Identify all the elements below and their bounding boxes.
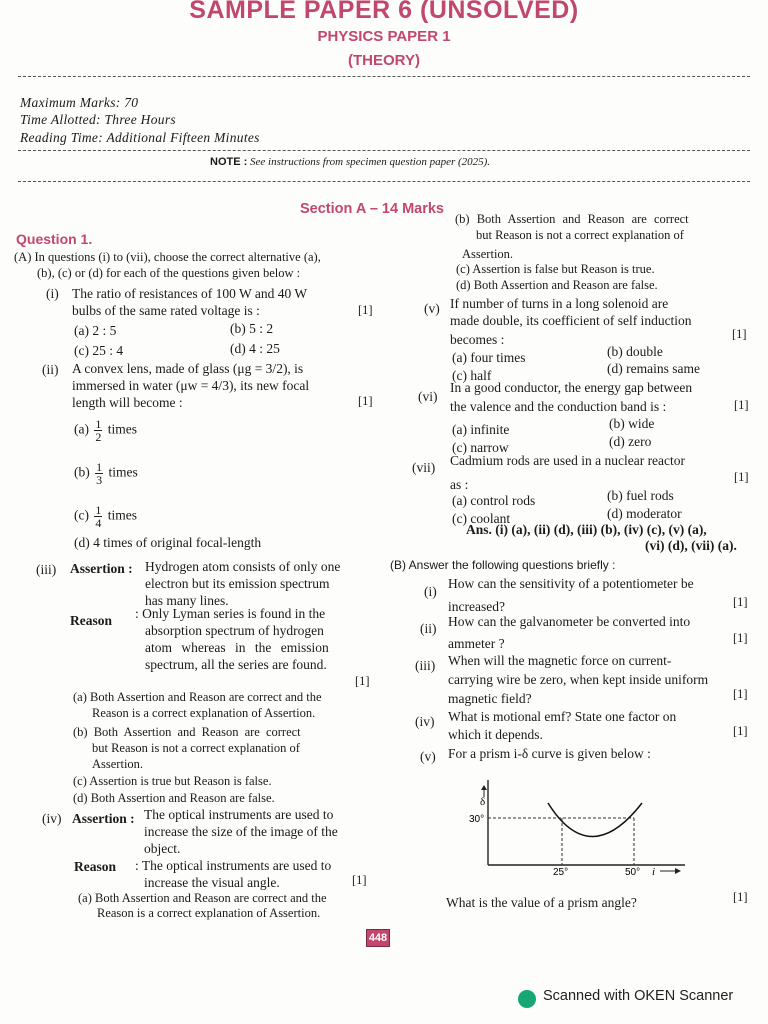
q4-reason-line1: : The optical instruments are used to — [135, 858, 332, 873]
q3-assertion-label: Assertion : — [70, 561, 133, 576]
q2-option-c — [74, 504, 137, 529]
partb-intro: (B) Answer the following questions briefly : — [390, 558, 616, 572]
y-axis-label: δ — [480, 796, 486, 808]
y-arrow-head — [481, 785, 487, 790]
partb-q5-number: (v) — [420, 749, 436, 764]
q1-line1: The ratio of resistances of 100 W and 40 W — [72, 286, 308, 301]
q6-line2: the valence and the conduction band is : — [450, 399, 667, 414]
answer-key-line2: (vi) (d), (vii) (a). — [645, 538, 737, 553]
q3-reason-line2: absorption spectrum of hydrogen — [145, 623, 324, 638]
denominator: 3 — [96, 473, 103, 487]
q3-option-b-line3: Assertion. — [92, 757, 144, 771]
q2-option-a-text: times — [107, 421, 137, 437]
q7-marks: [1] — [734, 470, 749, 484]
q4-option-c: (c) Assertion is false but Reason is true. — [456, 262, 655, 276]
parta-intro-2: (b), (c) or (d) for each of the questions given below : — [37, 266, 301, 280]
q5-number: (v) — [424, 301, 440, 316]
partb-q1-number: (i) — [424, 584, 437, 599]
partb-q5-marks: [1] — [733, 890, 748, 904]
q3-marks: [1] — [355, 674, 370, 688]
q4-assertion-line1: The optical instruments are used to — [144, 807, 334, 822]
q1-option-a: (a) 2 : 5 — [74, 323, 117, 338]
q2-option-a — [74, 418, 137, 443]
partb-q4-line1: What is motional emf? State one factor on — [448, 709, 677, 724]
partb-q4-number: (iv) — [415, 714, 435, 729]
q3-assertion-line3: has many lines. — [145, 593, 229, 608]
partb-q2-number: (ii) — [420, 621, 437, 636]
q2-option-b — [74, 461, 138, 486]
q1-option-b: (b) 5 : 2 — [230, 321, 274, 336]
q5-marks: [1] — [732, 327, 747, 341]
q2-line3: length will become : — [72, 395, 183, 410]
q3-assertion-line1: Hydrogen atom consists of only one — [145, 559, 341, 574]
q5-option-c: (c) half — [452, 368, 492, 383]
q2-option-d: (d) 4 times of original focal-length — [74, 535, 262, 550]
q7-line2: as : — [450, 477, 469, 492]
q7-number: (vii) — [412, 460, 436, 475]
scanner-watermark: Scanned with OKEN Scanner — [543, 988, 734, 1004]
reading-time: Reading Time: Additional Fifteen Minutes — [20, 130, 260, 145]
q3-option-a-line2: Reason is a correct explanation of Assertion. — [92, 706, 316, 720]
q4-reason-label: Reason — [74, 859, 117, 874]
q3-reason-line4: spectrum, all the series are found. — [145, 657, 327, 672]
q4-option-a-line2: Reason is a correct explanation of Assertion. — [97, 906, 321, 920]
q3-option-b-line1: (b) Both Assertion and Reason are correct — [73, 725, 301, 739]
q7-option-a: (a) control rods — [452, 493, 536, 508]
q7-line1: Cadmium rods are used in a nuclear reactor — [450, 453, 686, 468]
q6-number: (vi) — [418, 389, 438, 404]
q3-assertion-line2: electron but its emission spectrum — [145, 576, 330, 591]
partb-q3-marks: [1] — [733, 687, 748, 701]
q3-option-b-line2: but Reason is not a correct explanation of — [92, 741, 300, 755]
q4-marks: [1] — [352, 873, 367, 887]
partb-q4-line2: which it depends. — [448, 727, 543, 742]
q4-option-d: (d) Both Assertion and Reason are false. — [456, 278, 658, 292]
q3-reason-line3: atom whereas in the emission — [145, 640, 329, 655]
partb-q5-line1: For a prism i-δ curve is given below : — [448, 746, 651, 761]
q5-option-d: (d) remains same — [607, 361, 700, 376]
partb-q3-line1: When will the magnetic force on current- — [448, 653, 672, 668]
numerator: 1 — [95, 417, 102, 431]
partb-q1-line2: increased? — [448, 599, 505, 614]
q4-option-b-line3: Assertion. — [462, 247, 514, 261]
x-axis-label: i — [652, 866, 656, 878]
q7-option-d: (d) moderator — [607, 506, 682, 521]
q4-assertion-line2: increase the size of the image of the — [144, 824, 338, 839]
partb-q3-line3: magnetic field? — [448, 691, 532, 706]
q4-option-b-line2: but Reason is not a correct explanation of — [476, 228, 684, 242]
q2-option-c-text: times — [107, 507, 137, 523]
q7-option-c: (c) coolant — [452, 511, 511, 526]
q6-option-b: (b) wide — [609, 416, 655, 431]
fraction — [94, 418, 102, 443]
x-tick-label-1: 25° — [553, 867, 569, 878]
denominator: 4 — [95, 516, 102, 530]
x-arrow-head — [675, 868, 681, 874]
q6-option-a: (a) infinite — [452, 422, 510, 437]
q2-number: (ii) — [42, 362, 59, 377]
note-text: See instructions from specimen question paper (2025). — [250, 156, 491, 168]
numerator: 1 — [96, 460, 103, 474]
note — [210, 156, 490, 168]
paper-subtitle-theory: (THEORY) — [348, 52, 420, 69]
max-marks: Maximum Marks: 70 — [20, 95, 139, 110]
q1-option-c: (c) 25 : 4 — [74, 343, 124, 358]
q4-number: (iv) — [42, 811, 62, 826]
partb-q1-line1: How can the sensitivity of a potentiometer be — [448, 576, 694, 591]
answer-key-line1: Ans. (i) (a), (ii) (d), (iii) (b), (iv) (c), (v) (a), — [466, 522, 707, 537]
partb-q2-line2: ammeter ? — [448, 636, 505, 651]
q4-option-b-line1: (b) Both Assertion and Reason are correct — [455, 212, 689, 226]
time-allotted: Time Allotted: Three Hours — [20, 112, 176, 127]
q2-line1: A convex lens, made of glass (μg = 3/2), is — [72, 361, 304, 376]
q5-option-a: (a) four times — [452, 350, 526, 365]
q4-reason-line2: increase the visual angle. — [144, 875, 280, 890]
q3-option-a-line1: (a) Both Assertion and Reason are correct and the — [73, 690, 322, 704]
section-heading: Section A – 14 Marks — [300, 201, 444, 217]
q4-assertion-line3: object. — [144, 841, 181, 856]
divider — [18, 181, 750, 182]
paper-subtitle: PHYSICS PAPER 1 — [317, 28, 451, 45]
q6-option-d: (d) zero — [609, 434, 652, 449]
q7-option-b: (b) fuel rods — [607, 488, 674, 503]
scanner-logo-icon — [518, 990, 536, 1008]
q1-number: (i) — [46, 286, 59, 301]
q3-reason-line1: : Only Lyman series is found in the — [135, 606, 326, 621]
numerator: 1 — [95, 503, 102, 517]
partb-q1-marks: [1] — [733, 595, 748, 609]
q2-option-b-text: times — [108, 464, 138, 480]
q4-assertion-label: Assertion : — [72, 811, 135, 826]
q1-line2: bulbs of the same rated voltage is : — [72, 303, 260, 318]
q3-option-c: (c) Assertion is true but Reason is false. — [73, 774, 272, 788]
q2-option-b-label: (b) — [74, 464, 90, 480]
partb-q4-marks: [1] — [733, 724, 748, 738]
i-delta-curve-diagram — [460, 775, 690, 880]
q5-option-b: (b) double — [607, 344, 663, 359]
partb-q2-marks: [1] — [733, 631, 748, 645]
q5-line3: becomes : — [450, 332, 505, 347]
note-label: NOTE : — [210, 156, 248, 168]
q6-line1: In a good conductor, the energy gap between — [450, 380, 693, 395]
q3-number: (iii) — [36, 562, 57, 577]
q5-line2: made double, its coefficient of self induction — [450, 313, 692, 328]
partb-q3-number: (iii) — [415, 658, 436, 673]
denominator: 2 — [95, 430, 102, 444]
divider — [18, 76, 750, 77]
q2-line2: immersed in water (μw = 4/3), its new focal — [72, 378, 310, 393]
q6-marks: [1] — [734, 398, 749, 412]
q1-marks: [1] — [358, 303, 373, 317]
divider — [18, 150, 750, 151]
q5-line1: If number of turns in a long solenoid are — [450, 296, 669, 311]
fraction — [95, 461, 103, 486]
parta-intro-1: (A) In questions (i) to (vii), choose the correct alternative (a), — [14, 250, 321, 264]
partb-q3-line2: carrying wire be zero, when kept inside uniform — [448, 672, 709, 687]
fraction — [94, 504, 102, 529]
paper-title: SAMPLE PAPER 6 (UNSOLVED) — [189, 0, 579, 24]
y-tick-label: 30° — [469, 814, 485, 825]
partb-q5-question: What is the value of a prism angle? — [446, 895, 637, 910]
q4-option-a-line1: (a) Both Assertion and Reason are correct and the — [78, 891, 327, 905]
q3-option-d: (d) Both Assertion and Reason are false. — [73, 791, 275, 805]
q3-reason-label: Reason — [70, 613, 113, 628]
q2-option-c-label: (c) — [74, 507, 89, 523]
q2-marks: [1] — [358, 394, 373, 408]
q6-option-c: (c) narrow — [452, 440, 509, 455]
x-tick-label-2: 50° — [625, 867, 641, 878]
q1-option-d: (d) 4 : 25 — [230, 341, 280, 356]
page-number: 448 — [366, 929, 390, 947]
question-heading: Question 1. — [16, 231, 93, 247]
q2-option-a-label: (a) — [74, 421, 89, 437]
partb-q2-line1: How can the galvanometer be converted into — [448, 614, 691, 629]
